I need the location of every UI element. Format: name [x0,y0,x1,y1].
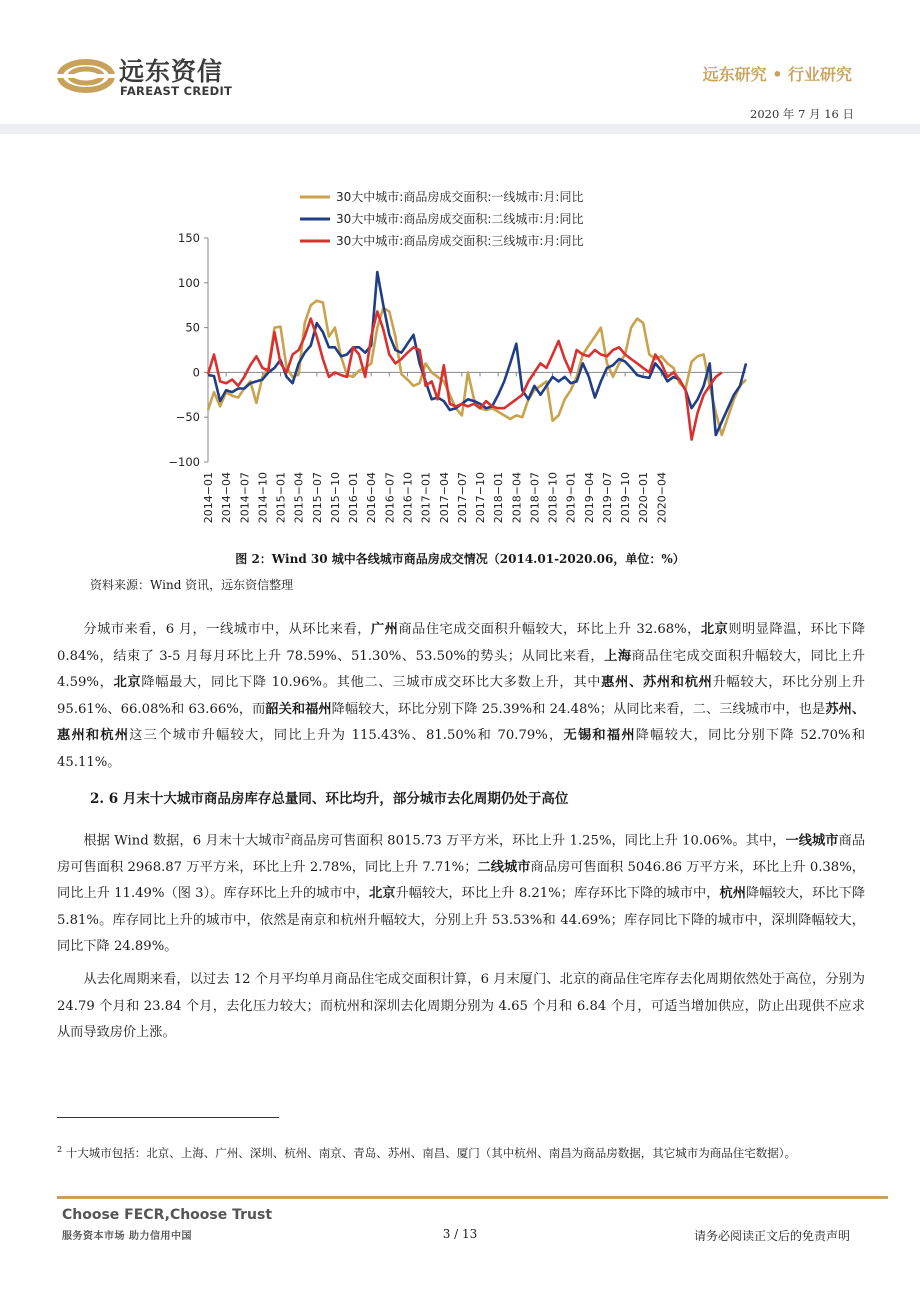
x-tick-label: 2017−07 [455,472,469,524]
footer-disclaimer: 请务必阅读正文后的免责声明 [693,1229,850,1243]
x-tick-label: 2017−04 [437,472,451,524]
y-tick-label: −50 [175,410,200,425]
figure-source: 资料来源：Wind 资讯，远东资信整理 [90,578,294,592]
report-date: 2020 年 7 月 16 日 [750,107,854,121]
x-tick-label: 2014−04 [220,472,234,524]
x-tick-label: 2019−07 [600,472,614,524]
x-tick-label: 2017−10 [474,472,488,524]
x-tick-label: 2016−04 [365,472,379,524]
x-tick-label: 2014−07 [238,472,252,524]
page-header [0,0,920,135]
legend-label: 30大中城市:商品房成交面积:三线城市:月:同比 [336,234,584,248]
logo-english-name: FAREAST CREDIT [120,84,233,98]
y-tick-label: 0 [192,365,200,380]
paragraph-destocking: 从去化周期来看，以过去 12 个月平均单月商品住宅成交面积计算，6 月末厦门、北京的商品住宅库存去化周期依然处于高位，分别为 24.79 个月和 23.84 个月，去化压力较大；而杭州和深圳去化周期分别为 4.65 个月和 6.84 个月，可适当增加供应，防止出现供不应求从而导致房价上涨。 [57,972,865,1040]
footnote-ref[interactable]: 2 [284,832,291,841]
x-tick-label: 2014−01 [202,472,215,524]
footer-divider [57,1196,888,1199]
x-tick-label: 2020−04 [655,472,669,524]
paragraph-inventory: 根据 Wind 数据，6 月末十大城市$^2$商品房可售面积 8015.73 万平方米，环比上升 1.25%，同比上升 10.06%。其中，一线城市商品房可售面积 2968.87 万平方米，环比上升 2.78%，同比上升 7.71%；二线城市商品房可售面积 5046.86 万平方米，环比上升 0.38%，同比上升 11.49%（图 3）。库存环比上升的城市中，北京升幅较大，环比上升 8.21%；库存环比下降的城市中，杭州降幅较大，环比下降 5.81%。库存同比上升的城市中，依然是南京和杭州升幅较大，分别上升 53.53%和 44.69%；库存同比下降的城市中，深圳降幅较大，同比下降 24.89%。 [57,832,866,955]
section-heading: 2. 6 月末十大城市商品房库存总量同、环比均升，部分城市去化周期仍处于高位 [90,791,569,807]
footer-brand: Choose FECR,Choose Trust [62,1207,273,1223]
x-tick-label: 2018−10 [546,472,560,524]
x-tick-label: 2020−01 [637,472,651,524]
logo-emblem-icon [57,48,115,104]
line-chart [150,180,770,525]
x-tick-label: 2016−10 [401,472,415,524]
chart-svg [150,180,770,525]
header-section-title: 远东研究 • 行业研究 [702,65,852,84]
x-tick-label: 2015−04 [292,472,306,524]
footnote-divider [57,1117,279,1118]
x-tick-label: 2015−01 [274,472,288,524]
y-tick-label: 100 [178,275,200,290]
x-tick-label: 2018−01 [492,472,506,524]
x-tick-label: 2014−10 [256,472,270,524]
footnote: $^2$ 十大城市包括：北京、上海、广州、深圳、杭州、南京、青岛、苏州、南昌、厦门（其中杭州、南昌为商品房数据，其它城市为商品住宅数据）。 [57,1145,796,1160]
x-tick-label: 2018−04 [510,472,524,524]
company-logo [57,48,237,108]
figure-caption: 图 2：Wind 30 城中各线城市商品房成交情况（2014.01-2020.06，单位：%） [235,552,685,566]
x-tick-label: 2016−07 [383,472,397,524]
y-tick-label: −100 [168,455,200,469]
x-tick-label: 2015−07 [310,472,324,524]
paragraph-city-sales: 分城市来看，6 月，一线城市中，从环比来看，广州商品住宅成交面积升幅较大，环比上升 32.68%，北京则明显降温，环比下降 0.84%，结束了 3-5 月每月环比上升 78.59%、51.30%、53.50%的势头；从同比来看，上海商品住宅成交面积升幅较大，同比上升 4.59%，北京降幅最大，同比下降 10.96%。其他二、三城市成交环比大多数上升，其中惠州、苏州和杭州升幅较大，环比分别上升 95.61%、66.08%和 63.66%，而韶关和福州降幅较大，环比分别下降 25.39%和 24.48%；从同比来看，二、三线城市中，也是苏州、惠州和杭州这三个城市升幅较大，同比上升为 115.43%、81.50%和 70.79%，无锡和福州降幅较大，同比分别下降 52.70%和 45.11%。 [57,622,866,770]
x-tick-label: 2017−01 [419,472,433,524]
legend-label: 30大中城市:商品房成交面积:二线城市:月:同比 [336,212,584,226]
x-tick-label: 2018−07 [528,472,542,524]
series-line-2 [208,272,746,435]
footer-slogan: 服务资本市场 助力信用中国 [62,1231,192,1242]
x-tick-label: 2019−04 [582,472,596,524]
x-tick-label: 2019−10 [619,472,633,524]
x-tick-label: 2015−10 [328,472,342,524]
page-number: 3 / 13 [442,1227,478,1241]
x-tick-label: 2016−01 [347,472,361,524]
y-tick-label: 50 [185,320,200,335]
logo-chinese-name: 远东资信 [119,57,224,86]
header-divider [0,124,920,134]
y-tick-label: 150 [178,231,200,245]
x-tick-label: 2019−01 [564,472,578,524]
legend-label: 30大中城市:商品房成交面积:一线城市:月:同比 [336,190,584,204]
